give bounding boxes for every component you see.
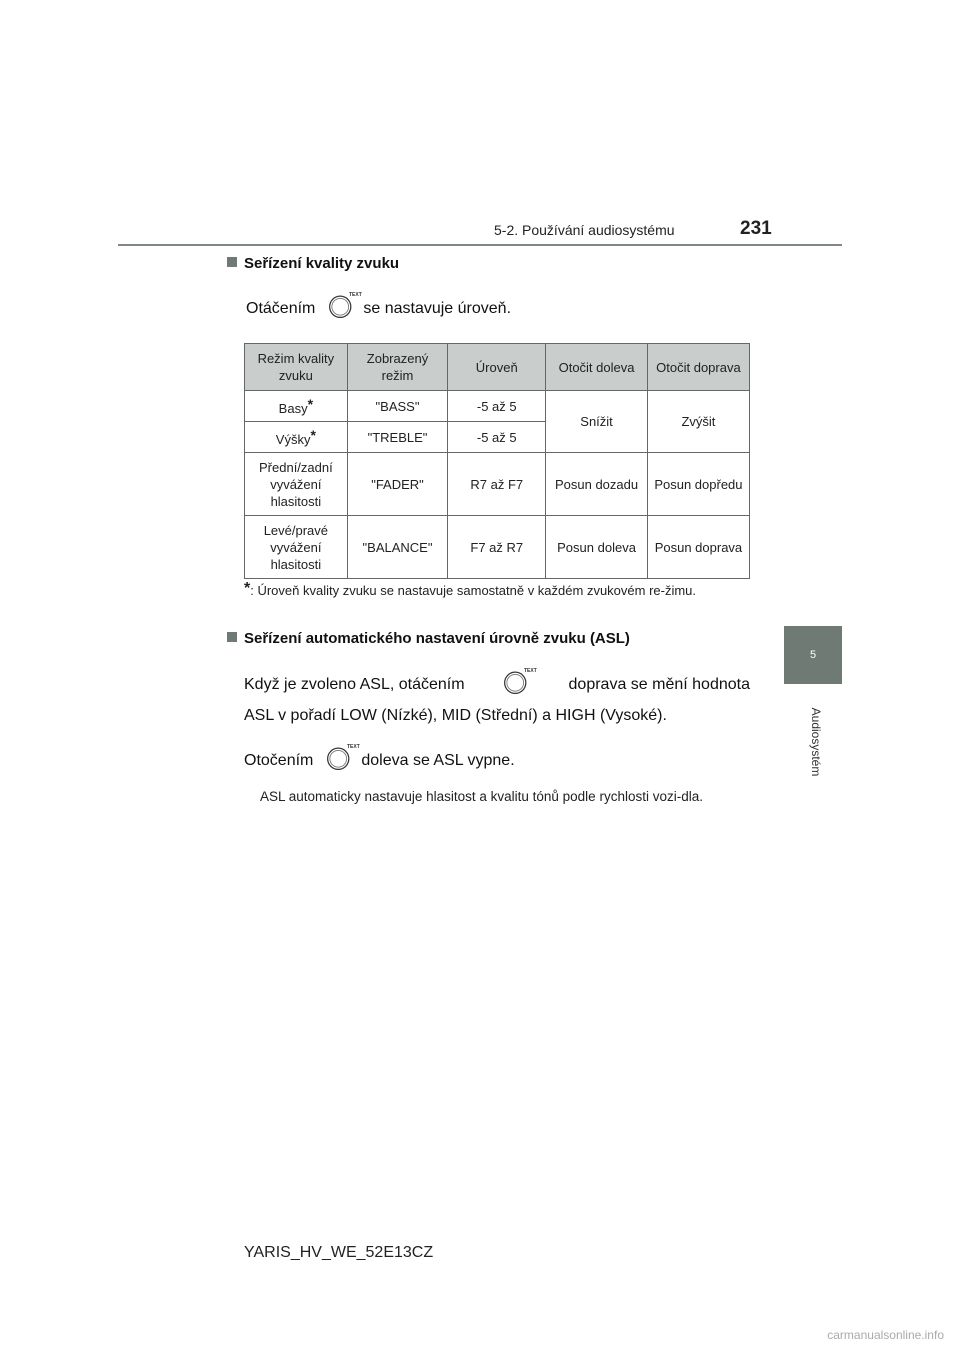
heading-square-icon bbox=[227, 632, 237, 642]
cell-right: Posun doprava bbox=[647, 516, 749, 579]
text: doprava se mění hodnota bbox=[568, 676, 750, 693]
table-row bbox=[245, 516, 750, 579]
header-cell: Režim kvality zvuku bbox=[245, 344, 348, 391]
cell-display: "FADER" bbox=[347, 453, 448, 516]
chapter-tab bbox=[784, 626, 842, 684]
cell-display: "BALANCE" bbox=[347, 516, 448, 579]
cell-left: Posun dozadu bbox=[546, 453, 648, 516]
asterisk: * bbox=[307, 395, 314, 412]
asl-line-2: ASL v pořadí LOW (Nízké), MID (Střední) a HIGH (Vysoké). bbox=[244, 707, 667, 724]
text: Otočením bbox=[244, 752, 314, 770]
sound-quality-table bbox=[244, 343, 750, 579]
table-header-row bbox=[245, 344, 750, 391]
header-cell: Otočit doprava bbox=[647, 344, 749, 391]
watermark: carmanualsonline.info bbox=[827, 1328, 944, 1342]
section-heading-sound-quality bbox=[227, 255, 399, 272]
cell-display: "TREBLE" bbox=[347, 422, 448, 453]
table-footnote bbox=[244, 579, 750, 601]
cell-display: "BASS" bbox=[347, 391, 448, 422]
cell-mode bbox=[245, 422, 348, 453]
cell-left: Snížit bbox=[546, 391, 648, 453]
header-rule bbox=[118, 244, 842, 246]
text: Když je zvoleno ASL, otáčením bbox=[244, 676, 465, 693]
cell-level: F7 až R7 bbox=[448, 516, 546, 579]
cell-level: -5 až 5 bbox=[448, 391, 546, 422]
footnote-text: : Úroveň kvality zvuku se nastavuje samostatně v každém zvukovém re-žimu. bbox=[250, 583, 697, 598]
mode-text: Basy bbox=[278, 400, 308, 416]
header-cell: Úroveň bbox=[448, 344, 546, 391]
table-row bbox=[245, 453, 750, 516]
running-header-section: 5-2. Používání audiosystému bbox=[494, 222, 675, 238]
heading-text: Seřízení automatického nastavení úrovně zvuku (ASL) bbox=[244, 630, 630, 647]
heading-square-icon bbox=[227, 257, 237, 267]
tune-knob-icon bbox=[502, 666, 537, 696]
table-row bbox=[245, 391, 750, 422]
document-code: YARIS_HV_WE_52E13CZ bbox=[244, 1244, 434, 1261]
cell-mode: Přední/zadní vyvážení hlasitosti bbox=[245, 453, 348, 516]
text: doleva se ASL vypne. bbox=[361, 752, 515, 770]
asl-note: ASL automaticky nastavuje hlasitost a kvalitu tónů podle rychlosti vozi-dla. bbox=[260, 789, 703, 804]
chapter-label: Audiosystém bbox=[809, 707, 823, 777]
tune-knob-icon bbox=[325, 742, 361, 772]
footnote-asterisk: * bbox=[244, 580, 251, 597]
knob-label: TEXT bbox=[523, 668, 537, 674]
knob-label: TEXT bbox=[347, 744, 361, 750]
knob-label: TEXT bbox=[349, 292, 363, 298]
page-number: 231 bbox=[740, 218, 772, 239]
header-cell: Zobrazený režim bbox=[347, 344, 448, 391]
cell-level: -5 až 5 bbox=[448, 422, 546, 453]
cell-mode bbox=[245, 391, 348, 422]
header-cell: Otočit doleva bbox=[546, 344, 648, 391]
asl-line-1 bbox=[244, 668, 750, 696]
chapter-number: 5 bbox=[809, 649, 817, 661]
text: se nastavuje úroveň. bbox=[363, 300, 512, 318]
cell-right: Zvýšit bbox=[647, 391, 749, 453]
asterisk: * bbox=[310, 426, 316, 443]
section-heading-asl bbox=[227, 630, 630, 647]
heading-text: Seřízení kvality zvuku bbox=[244, 255, 400, 272]
mode-text: Výšky bbox=[275, 431, 311, 447]
tune-knob-icon bbox=[327, 290, 363, 320]
cell-left: Posun doleva bbox=[546, 516, 648, 579]
asl-line-3 bbox=[244, 744, 515, 772]
cell-level: R7 až F7 bbox=[448, 453, 546, 516]
cell-right: Posun dopředu bbox=[647, 453, 749, 516]
cell-mode: Levé/pravé vyvážení hlasitosti bbox=[245, 516, 348, 579]
text: Otáčením bbox=[246, 300, 316, 318]
instruction-line-1 bbox=[246, 292, 512, 320]
